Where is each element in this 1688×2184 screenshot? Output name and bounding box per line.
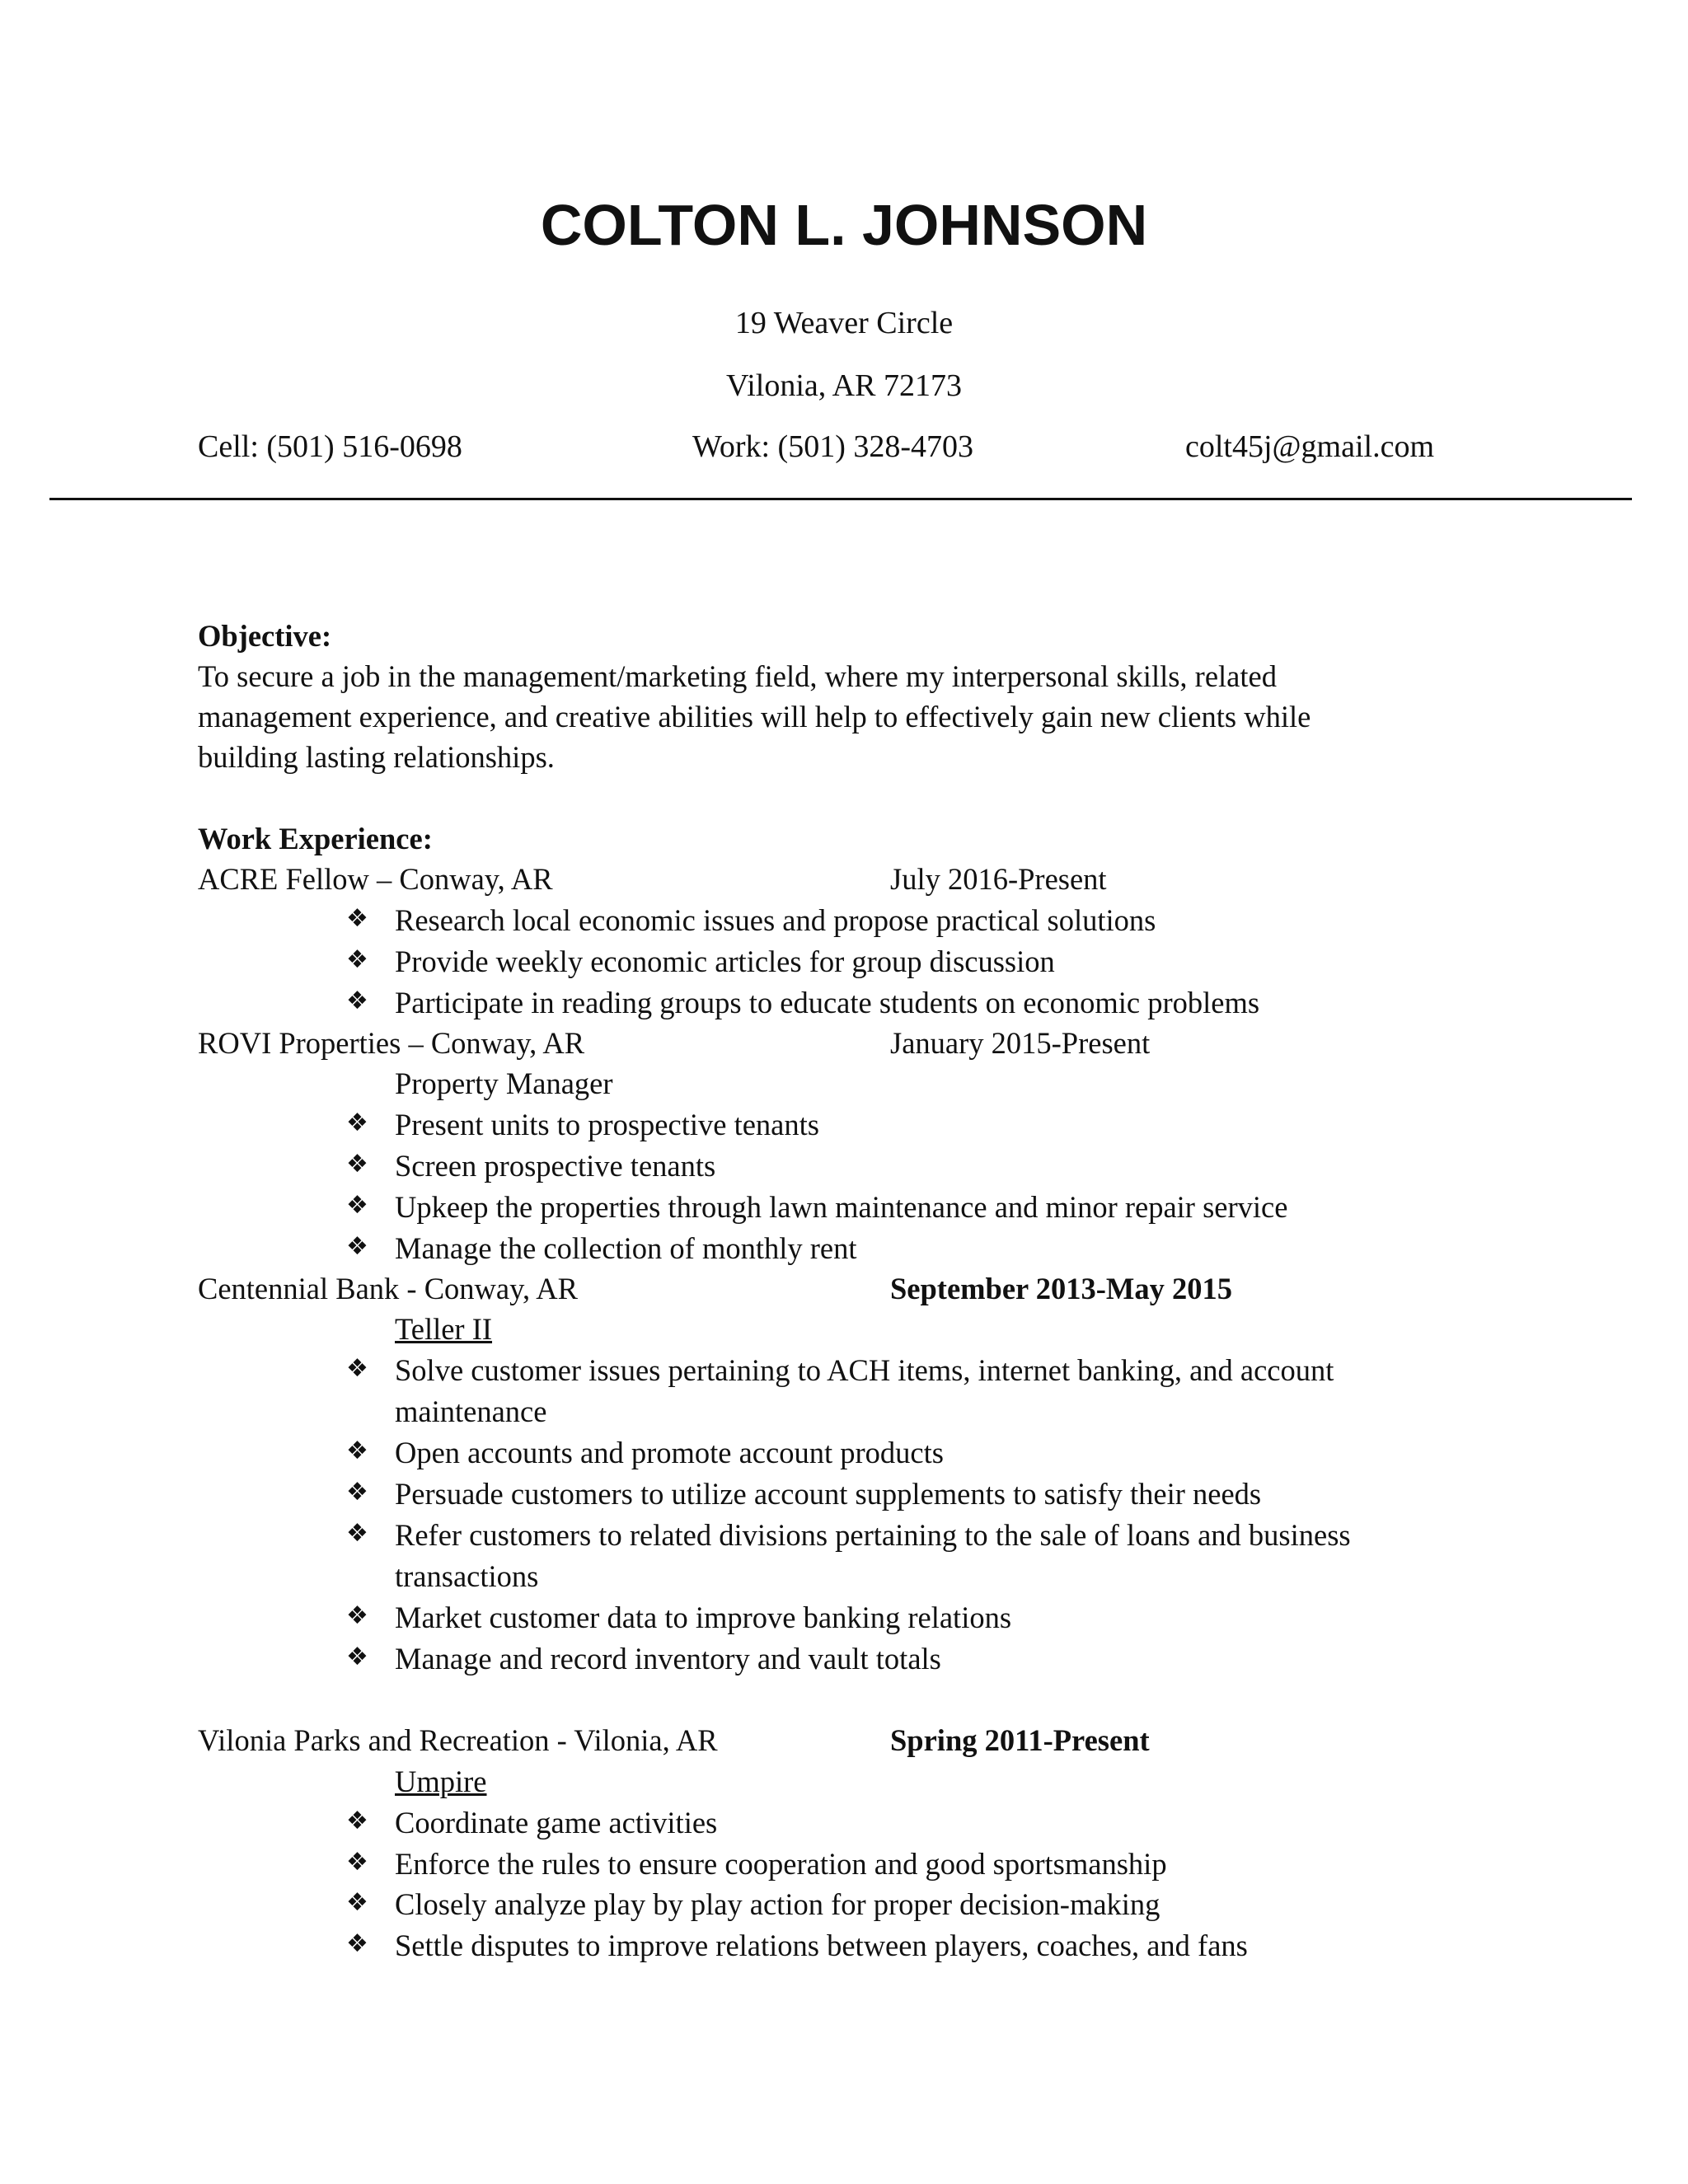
job-bullet: Present units to prospective tenants (395, 1108, 819, 1141)
diamond-bullet-icon: ❖ (346, 1848, 368, 1877)
address-line-1: 19 Weaver Circle (734, 306, 954, 340)
employment-dates: Spring 2011-Present (890, 1723, 1150, 1757)
diamond-bullet-icon: ❖ (346, 1888, 368, 1917)
header-divider (49, 498, 1632, 500)
diamond-bullet-icon: ❖ (346, 1191, 368, 1220)
job-bullet: Market customer data to improve banking relations (395, 1601, 1012, 1634)
work-phone: Work: (501) 328-4703 (692, 429, 973, 464)
employment-dates: July 2016-Present (890, 862, 1107, 896)
job-bullet: Settle disputes to improve relations between players, coaches, and fans (395, 1929, 1248, 1962)
job-bullet-continuation: maintenance (395, 1394, 547, 1428)
job-bullet: Open accounts and promote account products (395, 1436, 944, 1469)
job-title: Property Manager (395, 1066, 613, 1100)
diamond-bullet-icon: ❖ (346, 1643, 368, 1671)
job-bullet: Screen prospective tenants (395, 1149, 716, 1183)
diamond-bullet-icon: ❖ (346, 1232, 368, 1261)
employer-name: ROVI Properties – Conway, AR (198, 1026, 585, 1060)
job-bullet: Refer customers to related divisions pertaining to the sale of loans and business (395, 1518, 1351, 1552)
diamond-bullet-icon: ❖ (346, 987, 368, 1015)
email-address: colt45j@gmail.com (1185, 429, 1434, 464)
job-bullet: Participate in reading groups to educate students on economic problems (395, 986, 1260, 1019)
employment-dates: September 2013-May 2015 (890, 1272, 1232, 1305)
diamond-bullet-icon: ❖ (346, 1519, 368, 1548)
diamond-bullet-icon: ❖ (346, 904, 368, 933)
employment-dates: January 2015-Present (890, 1026, 1151, 1060)
job-bullet: Upkeep the properties through lawn maintenance and minor repair service (395, 1190, 1288, 1224)
employer-name: Centennial Bank - Conway, AR (198, 1272, 578, 1305)
cell-phone: Cell: (501) 516-0698 (198, 429, 462, 464)
employer-name: ACRE Fellow – Conway, AR (198, 862, 553, 896)
job-bullet: Persuade customers to utilize account supplements to satisfy their needs (395, 1477, 1262, 1511)
diamond-bullet-icon: ❖ (346, 1436, 368, 1465)
diamond-bullet-icon: ❖ (346, 1929, 368, 1958)
job-bullet: Manage the collection of monthly rent (395, 1231, 857, 1265)
job-title: Umpire (395, 1765, 487, 1798)
job-bullet: Enforce the rules to ensure cooperation and good sportsmanship (395, 1847, 1167, 1881)
employer-name: Vilonia Parks and Recreation - Vilonia, AR (198, 1723, 718, 1757)
objective-line: To secure a job in the management/marketing field, where my interpersonal skills, related (198, 659, 1277, 693)
objective-line: building lasting relationships. (198, 740, 555, 774)
work-experience-heading: Work Experience: (198, 822, 433, 855)
diamond-bullet-icon: ❖ (346, 1108, 368, 1137)
resume-name: COLTON L. JOHNSON (540, 193, 1148, 257)
objective-line: management experience, and creative abilities will help to effectively gain new clients while (198, 700, 1311, 733)
diamond-bullet-icon: ❖ (346, 1150, 368, 1179)
diamond-bullet-icon: ❖ (346, 1478, 368, 1507)
diamond-bullet-icon: ❖ (346, 945, 368, 974)
job-bullet: Solve customer issues pertaining to ACH items, internet banking, and account (395, 1353, 1334, 1387)
job-bullet: Closely analyze play by play action for proper decision-making (395, 1887, 1160, 1921)
diamond-bullet-icon: ❖ (346, 1807, 368, 1835)
job-bullet-continuation: transactions (395, 1559, 539, 1593)
diamond-bullet-icon: ❖ (346, 1601, 368, 1630)
address-line-2: Vilonia, AR 72173 (726, 368, 962, 403)
objective-heading: Objective: (198, 619, 332, 653)
job-bullet: Provide weekly economic articles for group discussion (395, 944, 1055, 978)
job-bullet: Research local economic issues and propose practical solutions (395, 903, 1156, 937)
job-bullet: Coordinate game activities (395, 1806, 718, 1840)
job-title: Teller II (395, 1312, 493, 1346)
diamond-bullet-icon: ❖ (346, 1354, 368, 1383)
job-bullet: Manage and record inventory and vault totals (395, 1642, 941, 1675)
